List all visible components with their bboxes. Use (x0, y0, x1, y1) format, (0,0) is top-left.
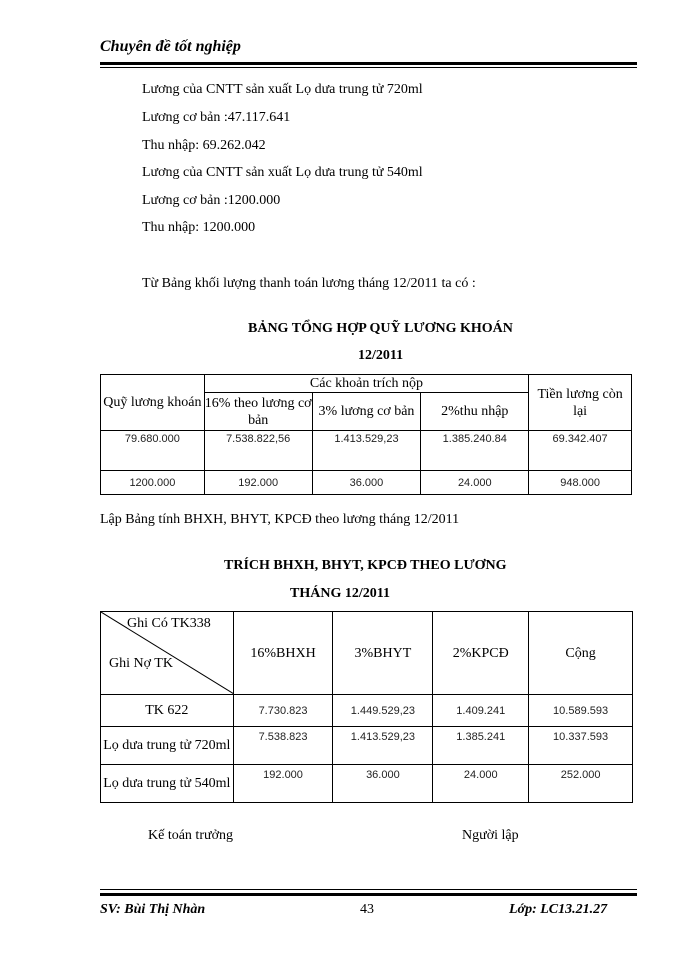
bridge-line: Lập Bảng tính BHXH, BHYT, KPCĐ theo lương tháng 12/2011 (100, 512, 460, 527)
header-3-percent: 3% lương cơ bản (312, 393, 421, 431)
intro-line: Từ Bảng khối lượng thanh toán lương tháng 12/2011 ta có : (142, 276, 476, 291)
table1-subtitle: 12/2011 (358, 348, 404, 363)
row-label: TK 622 (101, 695, 234, 727)
header-fund: Quỹ lương khoán (101, 375, 205, 431)
table-cell: 1.413.529,23 (333, 727, 433, 765)
header-total: Cộng (529, 612, 633, 695)
table-cell: 1.409.241 (433, 695, 529, 727)
header-title: Chuyên đề tốt nghiệp (100, 38, 241, 55)
row-label: Lọ dưa trung tử 720ml (101, 727, 234, 765)
table-cell: 7.730.823 (233, 695, 333, 727)
header-remaining: Tiền lương còn lại (529, 375, 632, 431)
body-line: Lương của CNTT sản xuất Lọ dưa trung tử 720ml (142, 82, 423, 97)
page-header (100, 38, 635, 56)
table-cell: 1.385.241 (433, 727, 529, 765)
header-bhxh: 16%BHXH (233, 612, 333, 695)
table-cell: 24.000 (421, 471, 529, 495)
footer-page-number: 43 (360, 902, 374, 917)
header-bhyt: 3%BHYT (333, 612, 433, 695)
table-cell: 192.000 (233, 765, 333, 803)
header-16-percent: 16% theo lương cơ bản (204, 393, 312, 431)
table1-title: BẢNG TỔNG HỢP QUỸ LƯƠNG KHOÁN (248, 321, 513, 336)
signature-right: Người lập (462, 828, 519, 843)
table-cell: 1200.000 (101, 471, 205, 495)
table-cell: 948.000 (529, 471, 632, 495)
body-line: Thu nhập: 1200.000 (142, 220, 256, 235)
footer-rule-thick (100, 893, 637, 896)
table-cell: 1.385.240.84 (421, 431, 529, 471)
header-2-percent: 2%thu nhập (421, 393, 529, 431)
table-cell: 7.538.822,56 (204, 431, 312, 471)
footer-rule-thin (100, 889, 637, 890)
table-cell: 79.680.000 (101, 431, 205, 471)
header-rule-thin (100, 67, 637, 68)
table-cell: 69.342.407 (529, 431, 632, 471)
table-cell: 1.413.529,23 (312, 431, 421, 471)
body-line: Lương cơ bản :1200.000 (142, 193, 281, 208)
header-kpcd: 2%KPCĐ (433, 612, 529, 695)
table-cell: 10.589.593 (529, 695, 633, 727)
signature-left: Kế toán trưởng (148, 828, 233, 843)
header-rule-thick (100, 62, 637, 65)
table-cell: 1.449.529,23 (333, 695, 433, 727)
footer-student: SV: Bùi Thị Nhàn (100, 902, 206, 917)
table2-title: TRÍCH BHXH, BHYT, KPCĐ THEO LƯƠNG (224, 558, 507, 573)
table2-subtitle: THÁNG 12/2011 (290, 586, 390, 601)
body-line: Thu nhập: 69.262.042 (142, 138, 266, 153)
row-label: Lọ dưa trung tử 540ml (101, 765, 234, 803)
header-deductions: Các khoản trích nộp (204, 375, 528, 393)
table-cell: 192.000 (204, 471, 312, 495)
table-cell: 7.538.823 (233, 727, 333, 765)
corner-top-label: Ghi Có TK338 (127, 616, 211, 631)
salary-fund-table (100, 374, 632, 495)
corner-bottom-label: Ghi Nợ TK (109, 656, 173, 671)
body-line: Lương của CNTT sản xuất Lọ dưa trung tử 540ml (142, 165, 423, 180)
footer-class: Lớp: LC13.21.27 (509, 902, 608, 917)
insurance-table (100, 611, 633, 803)
table-cell: 24.000 (433, 765, 529, 803)
table-cell: 10.337.593 (529, 727, 633, 765)
table-cell: 36.000 (333, 765, 433, 803)
table-cell: 252.000 (529, 765, 633, 803)
table-cell: 36.000 (312, 471, 421, 495)
corner-cell (101, 612, 234, 695)
body-line: Lương cơ bản :47.117.641 (142, 110, 291, 125)
